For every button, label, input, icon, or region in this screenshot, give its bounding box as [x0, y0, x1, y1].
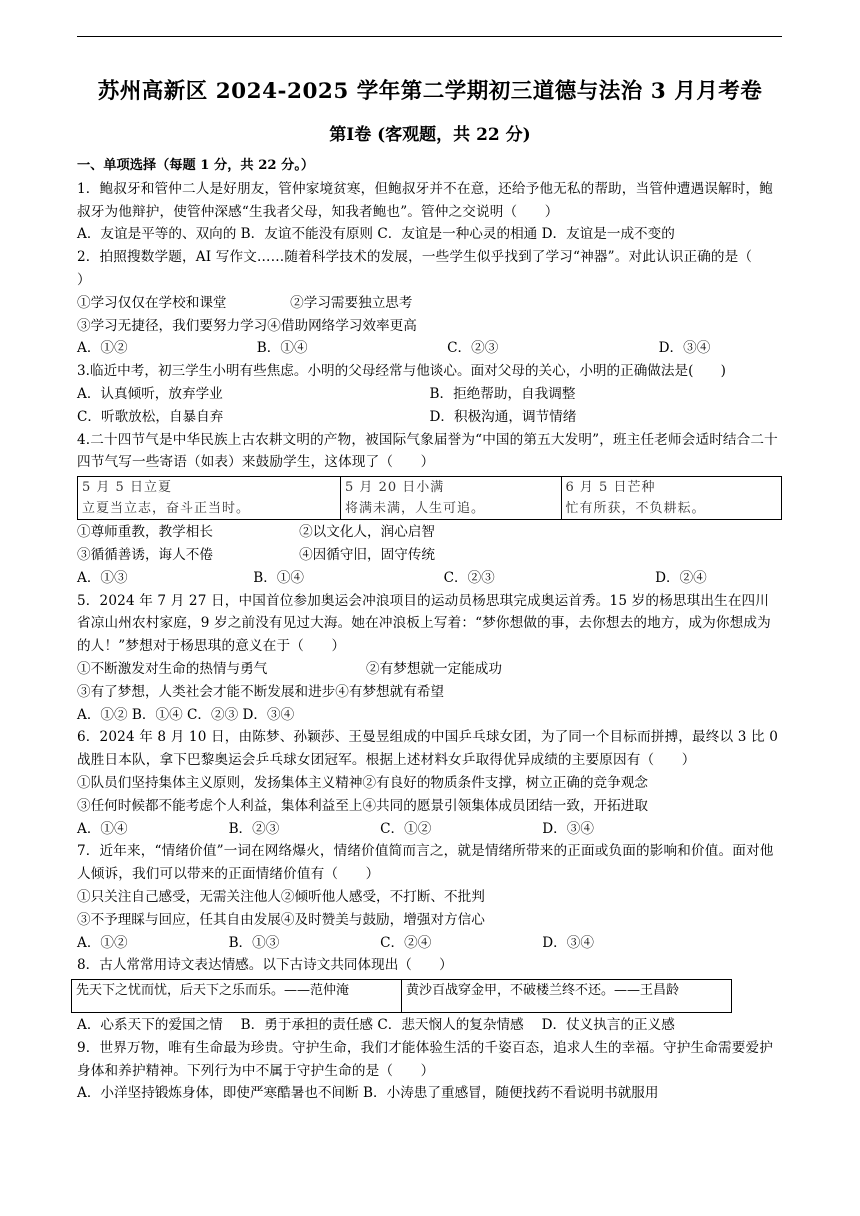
table-row	[72, 980, 732, 1013]
question-9-options: A．小洋坚持锻炼身体，即使严寒酷暑也不间断 B．小涛患了重感冒，随便找药不看说明书就服用	[77, 1085, 659, 1102]
option-a[interactable]: A．①③	[77, 569, 128, 586]
option-d[interactable]: D．③④	[658, 340, 711, 357]
table-cell	[561, 477, 782, 520]
option-d[interactable]: D．②④	[655, 569, 707, 586]
option-b[interactable]: B．①④	[253, 569, 305, 586]
question-4-item: ③循循善诱，诲人不倦	[77, 546, 213, 563]
option-a[interactable]: A．①④	[77, 820, 128, 837]
question-4-item: ④因循守旧，固守传统	[299, 546, 435, 563]
table-cell	[341, 477, 561, 520]
question-2-item: ②学习需要独立思考	[290, 294, 413, 311]
question-7-item: ③不予理睬与回应，任其自由发展④及时赞美与鼓励，增强对方信心	[77, 911, 485, 928]
term-message: 忙有所获，不负耕耘。	[565, 501, 706, 517]
exam-subtitle: 第Ⅰ卷 (客观题，共 22 分)	[329, 125, 531, 145]
question-2-items-row	[77, 292, 782, 315]
question-7-item: ①只关注自己感受，无需关注他人②倾听他人感受，不打断、不批判	[77, 888, 485, 905]
option-c[interactable]: C．②④	[380, 934, 432, 951]
question-2-item: ①学习仅仅在学校和课堂	[77, 294, 227, 311]
option-c[interactable]: C．①②	[380, 820, 432, 837]
question-6-item: ③任何时候都不能考虑个人利益，集体利益至上④共同的愿景引领集体成员团结一致，开拓进取	[77, 797, 648, 814]
question-4-item: ①尊师重教，教学相长	[77, 524, 213, 541]
term-message: 将满未满，人生可追。	[345, 501, 486, 517]
question-2-options	[77, 337, 782, 360]
table-row	[78, 477, 782, 520]
table-cell	[78, 477, 341, 520]
question-6-options	[77, 818, 782, 841]
exam-title: 苏州高新区 2024-2025 学年第二学期初三道德与法治 3 月月考卷	[97, 79, 763, 104]
option-a[interactable]: A．认真倾听，放弃学业	[77, 385, 223, 402]
poems-table	[71, 979, 732, 1013]
question-5-items-row	[77, 658, 782, 681]
option-b[interactable]: B．①④	[256, 340, 308, 357]
question-4-items-row	[77, 521, 782, 544]
question-7-options	[77, 932, 782, 955]
section-heading: 一、单项选择（每题 1 分，共 22 分。）	[77, 158, 315, 173]
question-8-options: A．心系天下的爱国之情 B．勇于承担的责任感 C．悲天悯人的复杂情感 D．仗义执言的正义感	[77, 1017, 675, 1034]
question-6-item: ①队员们坚持集体主义原则，发扬集体主义精神②有良好的物质条件支撑，树立正确的竞争观念	[77, 774, 648, 791]
option-a[interactable]: A．①②	[77, 340, 128, 357]
option-d[interactable]: D．积极沟通，调节情绪	[429, 408, 577, 425]
term-date: 5 月 20 日小满	[345, 480, 445, 496]
question-3-stem: 3.临近中考，初三学生小明有些焦虑。小明的父母经常与他谈心。面对父母的关心，小明的正确做法是( )	[77, 363, 726, 380]
question-4-item: ②以文化人，润心启智	[299, 524, 435, 541]
question-6-stem: 6．2024 年 8 月 10 日，由陈梦、孙颖莎、王曼昱组成的中国乒乓球女团，为了同一个目标而拼搏，最终以 3 比 0 战胜日本队，拿下巴黎奥运会乒乓球女团冠军。根据上述材料女乒取得优异成绩的主要原因有（ ）	[77, 729, 778, 769]
question-5-options: A．①② B．①④ C．②③ D．③④	[77, 706, 295, 723]
solar-terms-table	[77, 476, 782, 520]
question-9-stem: 9．世界万物，唯有生命最为珍贵。守护生命，我们才能体验生活的千姿百态，追求人生的幸福。守护生命需要爱护身体和养护精神。下列行为中不属于守护生命的是（ ）	[77, 1039, 773, 1079]
option-b[interactable]: B．②③	[228, 820, 280, 837]
question-4-options	[77, 567, 782, 590]
question-1-options: A．友谊是平等的、双向的 B．友谊不能没有原则 C．友谊是一种心灵的相通 D．友谊是一成不变的	[77, 226, 675, 243]
question-1-stem: 1．鲍叔牙和管仲二人是好朋友，管仲家境贫寒，但鲍叔牙并不在意，还给予他无私的帮助，当管仲遭遇误解时，鲍叔牙为他辩护，使管仲深感“生我者父母，知我者鲍也”。管仲之交说明（ ）	[77, 180, 773, 220]
question-2-stem: 2．拍照搜数学题，AI 写作文……随着科学技术的发展，一些学生似乎找到了学习“神器”。对此认识正确的是（ ）	[77, 249, 780, 288]
table-cell: 黄沙百战穿金甲，不破楼兰终不还。——王昌龄	[402, 980, 732, 1013]
question-5-item: ③有了梦想，人类社会才能不断发展和进步④有梦想就有希望	[77, 683, 445, 700]
option-b[interactable]: B．拒绝帮助，自我调整	[429, 385, 576, 402]
question-3-options-row	[77, 406, 782, 429]
option-b[interactable]: B．①③	[228, 934, 280, 951]
option-c[interactable]: C．②③	[443, 569, 495, 586]
question-7-stem: 7．近年来，“情绪价值”一词在网络爆火，情绪价值简而言之，就是情绪所带来的正面或负面的影响和价值。面对他人倾诉，我们可以带来的正面情绪价值有（ ）	[77, 843, 774, 883]
question-8-stem: 8．古人常常用诗文表达情感。以下古诗文共同体现出（ ）	[77, 957, 453, 974]
term-message: 立夏当立志，奋斗正当时。	[82, 501, 251, 517]
question-5-stem: 5．2024 年 7 月 27 日，中国首位参加奥运会冲浪项目的运动员杨思琪完成奥运首秀。15 岁的杨思琪出生在四川省凉山州农村家庭，9 岁之前没有见过大海。她在冲浪板上写着：“梦你想做的事，去你想去的地方，成为你想成为的人！”梦想对于杨思琪的意义在于（ ）	[77, 592, 771, 655]
question-2-item: ③学习无捷径，我们要努力学习④借助网络学习效率更高	[77, 317, 417, 334]
question-4-stem: 4.二十四节气是中华民族上古农耕文明的产物，被国际气象届誉为“中国的第五大发明”，班主任老师会适时结合二十四节气写一些寄语（如表）来鼓励学生，这体现了（ ）	[77, 431, 778, 471]
question-5-item: ②有梦想就一定能成功	[366, 660, 502, 677]
term-date: 5 月 5 日立夏	[82, 480, 172, 496]
question-5-item: ①不断激发对生命的热情与勇气	[77, 660, 268, 677]
header-rule	[77, 36, 782, 37]
option-c[interactable]: C．听歌放松，自暴自弃	[77, 408, 224, 425]
option-c[interactable]: C．②③	[447, 340, 499, 357]
option-a[interactable]: A．①②	[77, 934, 128, 951]
table-cell: 先天下之忧而忧，后天下之乐而乐。——范仲淹	[72, 980, 402, 1013]
exam-content	[77, 155, 782, 1105]
question-3-options-row	[77, 383, 782, 406]
question-4-items-row	[77, 544, 782, 567]
option-d[interactable]: D．③④	[542, 820, 594, 837]
option-d[interactable]: D．③④	[542, 934, 594, 951]
term-date: 6 月 5 日芒种	[565, 480, 656, 496]
